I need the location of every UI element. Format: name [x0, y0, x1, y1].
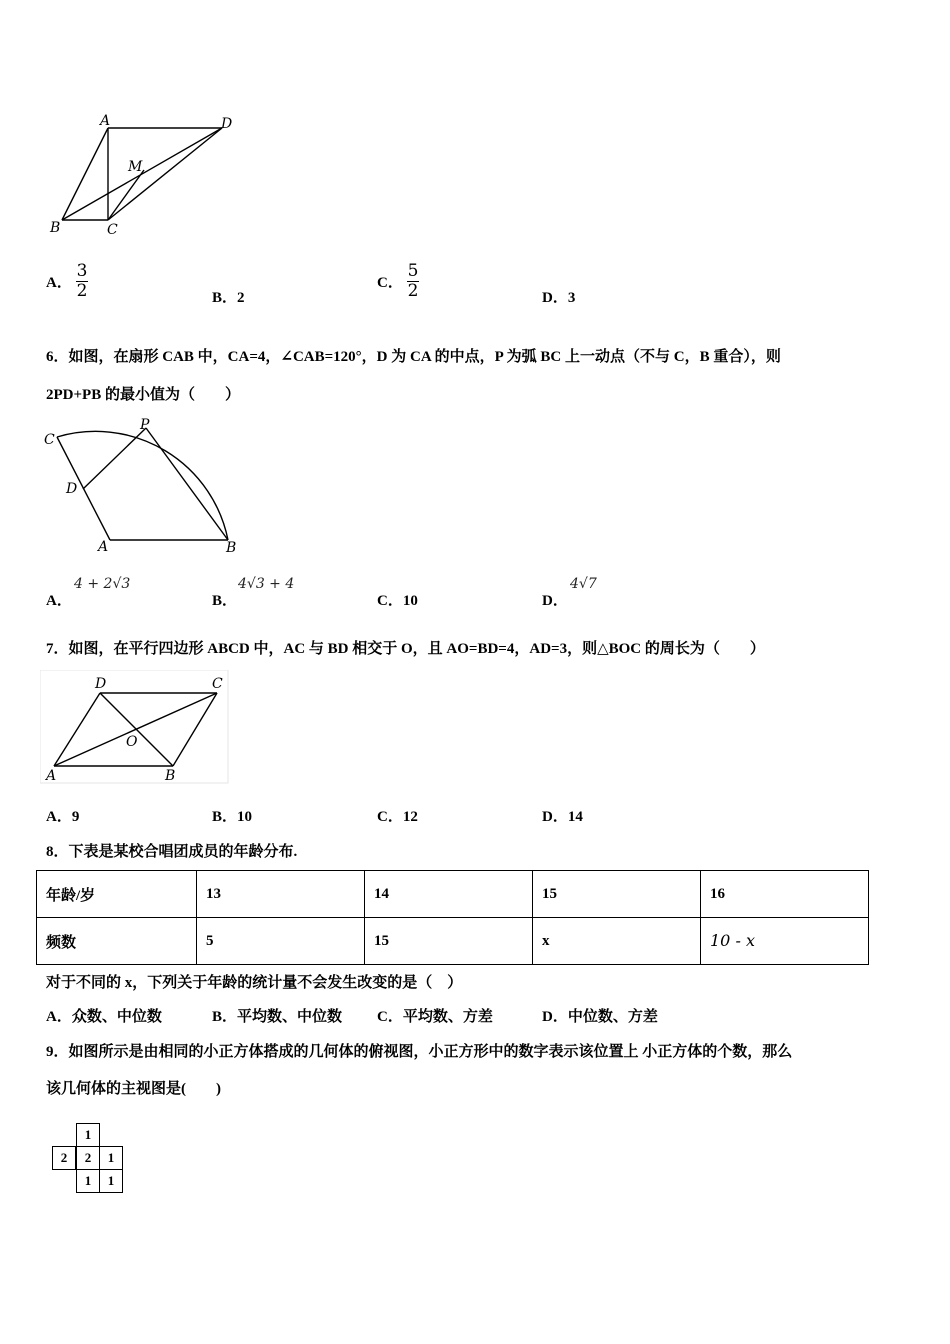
q7-stem: 7．如图，在平行四边形 ABCD 中，AC 与 BD 相交于 O，且 AO=BD=4，AD=3，则△BOC 的周长为（ ）: [46, 641, 765, 657]
q6-label-P: P: [140, 417, 150, 433]
q5-label-B: B: [50, 220, 61, 236]
q5-label-A: A: [100, 113, 111, 129]
table-cell: 频数: [37, 918, 197, 965]
q6-option-d-label: D．: [542, 593, 568, 609]
table-row: [37, 871, 869, 918]
q6-figure: [40, 415, 250, 565]
grid-cell: [76, 1169, 100, 1193]
q9-top-view-grid: [52, 1123, 124, 1195]
q5-label-D: D: [221, 116, 233, 132]
q6-option-d-expr: 4√7: [570, 576, 597, 592]
q5-option-a-fraction: [76, 262, 89, 301]
table-cell: 5: [197, 918, 365, 965]
q5-option-a-den: 2: [76, 281, 88, 301]
q6-option-d[interactable]: [542, 576, 662, 609]
q8-expression: 10 - x: [710, 931, 755, 950]
q6-option-b-label: B．: [212, 593, 238, 609]
q9-stem-line2: 该几何体的主视图是( ): [46, 1081, 221, 1097]
grid-cell: [99, 1146, 123, 1170]
q6-label-C: C: [44, 432, 55, 448]
q7-label-C: C: [212, 676, 223, 692]
grid-cell-value: 1: [107, 1173, 115, 1188]
q5-option-c-label: C．: [377, 275, 403, 291]
q7-label-B: B: [165, 768, 176, 784]
q6-option-c[interactable]: C．10: [377, 593, 418, 609]
q5-option-c-den: 2: [407, 281, 419, 301]
q6-option-b-expr: 4√3 + 4: [238, 576, 295, 592]
q7-option-d[interactable]: D．14: [542, 809, 583, 825]
q5-option-c[interactable]: [377, 262, 419, 301]
q5-figure: [44, 110, 244, 240]
grid-cell-value: 1: [84, 1127, 92, 1142]
q7-label-A: A: [46, 768, 57, 784]
q5-option-a-num: 3: [76, 261, 88, 281]
table-cell: 年龄/岁: [37, 871, 197, 918]
q7-label-O: O: [126, 734, 138, 750]
q8-option-b[interactable]: B．平均数、中位数: [212, 1009, 343, 1025]
table-row: [37, 918, 869, 965]
q7-option-a[interactable]: A．9: [46, 809, 80, 825]
grid-cell: [52, 1146, 76, 1170]
q6-label-B: B: [226, 540, 237, 556]
grid-cell-value: 2: [60, 1150, 68, 1165]
q5-option-a[interactable]: [46, 262, 88, 301]
q5-option-c-num: 5: [407, 261, 419, 281]
q8-age-table: [36, 870, 869, 965]
grid-cell: [76, 1146, 100, 1170]
q6-stem-line2: 2PD+PB 的最小值为（ ）: [46, 387, 240, 403]
q6-option-a-expr: 4 + 2√3: [74, 576, 131, 592]
q8-option-d[interactable]: D．中位数、方差: [542, 1009, 658, 1025]
q6-option-b[interactable]: [212, 576, 362, 609]
q9-stem-line1: 9．如图所示是由相同的小正方体搭成的几何体的俯视图，小正方形中的数字表示该位置上 小正方体的个数，那么: [46, 1044, 793, 1060]
q6-label-D: D: [66, 481, 78, 497]
table-cell: [701, 918, 869, 965]
table-cell: 15: [533, 871, 701, 918]
q8-question: 对于不同的 x，下列关于年龄的统计量不会发生改变的是（ ）: [46, 975, 463, 991]
q6-option-a-label: A．: [46, 593, 72, 609]
table-cell: 16: [701, 871, 869, 918]
q7-figure: [40, 670, 235, 785]
table-cell: 15: [365, 918, 533, 965]
q5-option-d[interactable]: D．3: [542, 290, 576, 306]
q5-label-C: C: [107, 222, 118, 238]
grid-cell: [76, 1123, 100, 1147]
q8-stem: 8．下表是某校合唱团成员的年龄分布.: [46, 844, 298, 860]
grid-cell-value: 1: [84, 1173, 92, 1188]
q5-label-M: M: [128, 159, 143, 175]
table-cell: 13: [197, 871, 365, 918]
q5-option-b[interactable]: B．2: [212, 290, 245, 306]
q6-stem-line1: 6．如图，在扇形 CAB 中，CA=4，∠CAB=120°，D 为 CA 的中点，P 为弧 BC 上一动点（不与 C，B 重合），则: [46, 349, 781, 365]
grid-cell-value: 1: [107, 1150, 115, 1165]
q7-option-c[interactable]: C．12: [377, 809, 418, 825]
q7-label-D: D: [95, 676, 107, 692]
grid-cell-value: 2: [84, 1150, 92, 1165]
q6-label-A: A: [98, 539, 109, 555]
table-cell: 14: [365, 871, 533, 918]
q5-option-c-fraction: [407, 262, 420, 301]
q7-option-b[interactable]: B．10: [212, 809, 253, 825]
q8-option-a[interactable]: A．众数、中位数: [46, 1009, 162, 1025]
q6-option-a[interactable]: [46, 576, 196, 609]
grid-cell: [99, 1169, 123, 1193]
table-cell: x: [533, 918, 701, 965]
q8-option-c[interactable]: C．平均数、方差: [377, 1009, 493, 1025]
q5-option-a-label: A．: [46, 275, 72, 291]
